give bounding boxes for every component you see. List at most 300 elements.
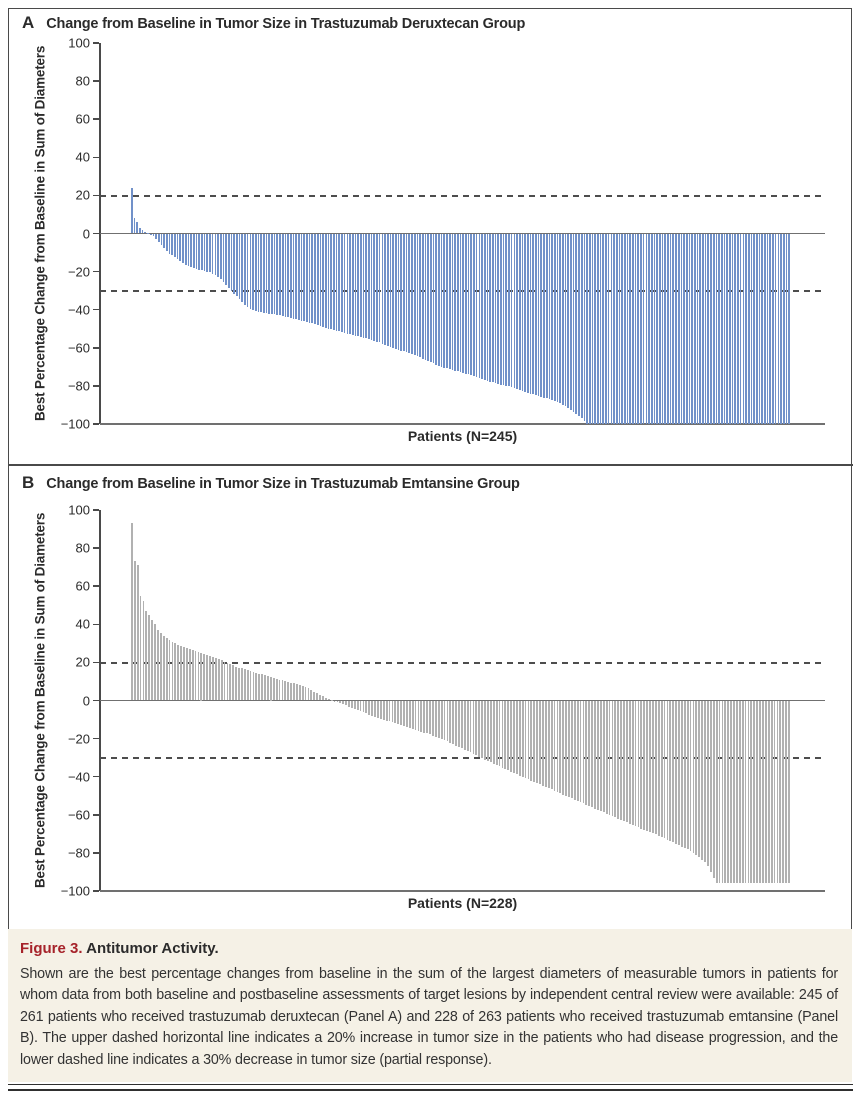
patient-bar bbox=[406, 701, 408, 728]
patient-bar bbox=[468, 234, 470, 375]
patient-bar bbox=[215, 234, 217, 276]
patient-bar bbox=[490, 701, 492, 763]
patient-bar bbox=[525, 701, 527, 779]
patient-bar bbox=[707, 234, 709, 425]
patient-bar bbox=[368, 701, 370, 715]
patient-bar bbox=[255, 234, 257, 311]
patient-bar bbox=[687, 701, 689, 850]
patient-bar bbox=[504, 701, 506, 770]
patient-bar bbox=[722, 701, 724, 884]
patient-bar bbox=[338, 234, 340, 332]
patient-bar bbox=[365, 234, 367, 339]
patient-bar bbox=[479, 234, 481, 379]
patient-bar bbox=[398, 234, 400, 351]
patient-bar bbox=[455, 701, 457, 746]
patient-bar bbox=[713, 701, 715, 878]
patient-bar bbox=[438, 234, 440, 366]
patient-bar bbox=[147, 233, 149, 234]
patient-bar bbox=[724, 234, 726, 425]
patient-bar bbox=[594, 701, 596, 809]
patient-bar bbox=[669, 701, 671, 842]
patient-bar bbox=[228, 234, 230, 288]
patient-bar bbox=[390, 234, 392, 348]
patient-bar bbox=[174, 234, 176, 258]
patient-bar bbox=[225, 234, 227, 285]
patient-bar bbox=[460, 234, 462, 373]
panel-b-letter: B bbox=[22, 473, 35, 492]
patient-bar bbox=[675, 701, 677, 844]
patient-bar bbox=[224, 662, 226, 701]
patient-bar bbox=[726, 234, 728, 425]
patient-bar bbox=[376, 234, 378, 342]
patient-bar bbox=[495, 234, 497, 384]
patient-bar bbox=[382, 234, 384, 344]
patient-bar bbox=[557, 701, 559, 792]
patient-bar bbox=[527, 234, 529, 393]
patient-bar bbox=[143, 601, 145, 700]
patient-bar bbox=[640, 701, 642, 829]
patient-bar bbox=[652, 701, 654, 834]
patient-bar bbox=[750, 701, 752, 884]
patient-bar bbox=[623, 701, 625, 822]
panel-b-plot-area bbox=[60, 502, 825, 899]
patient-bar bbox=[619, 234, 621, 425]
patient-bar bbox=[177, 645, 179, 701]
patient-bar bbox=[241, 668, 243, 700]
y-tick-label: 60 bbox=[75, 578, 90, 594]
patient-bar bbox=[258, 674, 260, 701]
patient-bar bbox=[458, 701, 460, 747]
patient-bar bbox=[769, 234, 771, 425]
patient-bar bbox=[473, 701, 475, 754]
patient-bar bbox=[336, 234, 338, 331]
patient-bar bbox=[635, 234, 637, 425]
patient-bar bbox=[511, 234, 513, 388]
patient-bar bbox=[341, 234, 343, 332]
patient-bar bbox=[360, 234, 362, 338]
patient-bar bbox=[602, 234, 604, 425]
patient-bar bbox=[565, 701, 567, 796]
patient-bar bbox=[597, 234, 599, 425]
patient-bar bbox=[373, 234, 375, 341]
patient-bar bbox=[374, 701, 376, 717]
y-tick-mark bbox=[93, 42, 99, 44]
patient-bar bbox=[467, 701, 469, 751]
patient-bar bbox=[637, 234, 639, 425]
patient-bar bbox=[516, 234, 518, 390]
patient-bar bbox=[427, 234, 429, 362]
patient-bar bbox=[581, 234, 583, 419]
patient-bar bbox=[236, 234, 238, 297]
patient-bar bbox=[779, 701, 781, 884]
patient-bar bbox=[177, 234, 179, 260]
patient-bar bbox=[549, 234, 551, 399]
patient-bar bbox=[759, 234, 761, 425]
patient-bar bbox=[435, 701, 437, 737]
patient-bar bbox=[605, 234, 607, 425]
patient-bar bbox=[140, 596, 142, 701]
patient-bar bbox=[592, 234, 594, 425]
patient-bar bbox=[403, 234, 405, 352]
bottom-rule-thick bbox=[8, 1089, 853, 1092]
caption-heading bbox=[20, 940, 838, 957]
patient-bar bbox=[231, 234, 233, 291]
patient-bar bbox=[745, 701, 747, 884]
patient-bar bbox=[363, 701, 365, 713]
patient-bar bbox=[196, 234, 198, 270]
panel-b-title: Change from Baseline in Tumor Size in Trastuzumab Emtansine Group bbox=[46, 476, 520, 492]
waterfall-bars bbox=[100, 510, 825, 891]
patient-bar bbox=[678, 701, 680, 846]
patient-bar bbox=[423, 701, 425, 733]
patient-bar bbox=[250, 234, 252, 309]
patient-bar bbox=[429, 701, 431, 735]
patient-bar bbox=[192, 650, 194, 700]
patient-bar bbox=[409, 701, 411, 728]
patient-bar bbox=[574, 701, 576, 800]
patient-bar bbox=[328, 234, 330, 329]
patient-bar bbox=[261, 674, 263, 700]
patient-bar bbox=[295, 234, 297, 320]
patient-bar bbox=[400, 701, 402, 726]
patient-bar bbox=[721, 234, 723, 425]
patient-bar bbox=[290, 683, 292, 701]
patient-bar bbox=[190, 234, 192, 268]
patient-bar bbox=[386, 701, 388, 721]
patient-bar bbox=[310, 690, 312, 700]
patient-bar bbox=[767, 234, 769, 425]
patient-bar bbox=[577, 701, 579, 801]
patient-bar bbox=[689, 234, 691, 425]
panel-a-letter: A bbox=[22, 13, 35, 32]
patient-bar bbox=[179, 234, 181, 262]
patient-bar bbox=[195, 651, 197, 701]
patient-bar bbox=[656, 234, 658, 425]
y-tick-mark bbox=[93, 700, 99, 702]
patient-bar bbox=[683, 234, 685, 425]
patient-bar bbox=[229, 664, 231, 700]
patient-bar bbox=[612, 701, 614, 817]
patient-bar bbox=[546, 234, 548, 399]
patient-bar bbox=[322, 696, 324, 700]
patient-bar bbox=[640, 234, 642, 425]
patient-bar bbox=[131, 188, 133, 234]
patient-bar bbox=[536, 701, 538, 784]
y-tick-mark bbox=[93, 547, 99, 549]
patient-bar bbox=[247, 234, 249, 308]
patient-bar bbox=[293, 683, 295, 700]
patient-bar bbox=[287, 682, 289, 701]
waterfall-bars bbox=[100, 43, 825, 424]
patient-bar bbox=[351, 701, 353, 708]
patient-bar bbox=[718, 234, 720, 425]
patient-bar bbox=[771, 701, 773, 884]
patient-bar bbox=[250, 671, 252, 701]
patient-bar bbox=[508, 234, 510, 387]
patient-bar bbox=[244, 669, 246, 700]
patient-bar bbox=[756, 701, 758, 884]
patient-bar bbox=[698, 701, 700, 857]
patient-bar bbox=[258, 234, 260, 312]
patient-bar bbox=[670, 234, 672, 425]
patient-bar bbox=[296, 684, 298, 700]
patient-bar bbox=[470, 701, 472, 753]
patient-bar bbox=[732, 234, 734, 425]
patient-bar bbox=[632, 701, 634, 825]
patient-bar bbox=[736, 701, 738, 884]
patient-bar bbox=[379, 234, 381, 343]
patient-bar bbox=[575, 234, 577, 414]
patient-bar bbox=[710, 234, 712, 425]
patient-bar bbox=[371, 701, 373, 716]
panel-b-x-axis-label: Patients (N=228) bbox=[407, 895, 518, 911]
patient-bar bbox=[233, 234, 235, 294]
patient-bar bbox=[600, 701, 602, 811]
patient-bar bbox=[435, 234, 437, 365]
patient-bar bbox=[204, 234, 206, 272]
patient-bar bbox=[397, 701, 399, 725]
patient-bar bbox=[481, 234, 483, 380]
patient-bar bbox=[271, 234, 273, 314]
patient-bar bbox=[426, 701, 428, 734]
patient-bar bbox=[470, 234, 472, 376]
panel-a-plot-area bbox=[60, 35, 825, 432]
patient-bar bbox=[586, 234, 588, 425]
patient-bar bbox=[137, 565, 139, 700]
patient-bar bbox=[591, 701, 593, 808]
patient-bar bbox=[609, 701, 611, 815]
patient-bar bbox=[209, 656, 211, 701]
patient-bar bbox=[510, 701, 512, 772]
patient-bar bbox=[406, 234, 408, 352]
patient-bar bbox=[487, 701, 489, 761]
patient-bar bbox=[355, 234, 357, 336]
patient-bar bbox=[777, 701, 779, 884]
patient-bar bbox=[568, 701, 570, 798]
patient-bar bbox=[368, 234, 370, 339]
patient-bar bbox=[658, 701, 660, 836]
patient-bar bbox=[400, 234, 402, 351]
y-tick-mark bbox=[93, 509, 99, 511]
patient-bar bbox=[730, 701, 732, 884]
patient-bar bbox=[664, 701, 666, 839]
patient-bar bbox=[392, 701, 394, 723]
patient-bar bbox=[614, 701, 616, 818]
patient-bar bbox=[617, 701, 619, 819]
patient-bar bbox=[654, 234, 656, 425]
patient-bar bbox=[357, 234, 359, 337]
patient-bar bbox=[220, 234, 222, 280]
patient-bar bbox=[389, 701, 391, 722]
patient-bar bbox=[739, 701, 741, 884]
patient-bar bbox=[603, 701, 605, 813]
patient-bar bbox=[621, 234, 623, 425]
patient-bar bbox=[352, 234, 354, 336]
patient-bar bbox=[571, 701, 573, 799]
patient-bar bbox=[218, 659, 220, 701]
patient-bar bbox=[500, 234, 502, 385]
patient-bar bbox=[371, 234, 373, 340]
patient-bar bbox=[702, 234, 704, 425]
bottom-rule-thin bbox=[8, 1084, 853, 1085]
patient-bar bbox=[748, 234, 750, 425]
patient-bar bbox=[134, 561, 136, 700]
patient-bar bbox=[157, 630, 159, 700]
patient-bar bbox=[276, 234, 278, 315]
patient-bar bbox=[616, 234, 618, 425]
patient-bar bbox=[567, 234, 569, 408]
caption-figure-title: Antitumor Activity. bbox=[86, 940, 219, 957]
patient-bar bbox=[742, 701, 744, 884]
patient-bar bbox=[206, 234, 208, 272]
y-tick-mark bbox=[93, 157, 99, 159]
patient-bar bbox=[532, 234, 534, 395]
patient-bar bbox=[325, 698, 327, 701]
patient-bar bbox=[142, 230, 144, 234]
patient-bar bbox=[782, 701, 784, 884]
patient-bar bbox=[554, 701, 556, 791]
patient-bar bbox=[171, 234, 173, 256]
patient-bar bbox=[716, 234, 718, 425]
y-tick-mark bbox=[93, 738, 99, 740]
patient-bar bbox=[339, 701, 341, 704]
patient-bar bbox=[667, 701, 669, 840]
patient-bar bbox=[203, 654, 205, 701]
patient-bar bbox=[762, 701, 764, 884]
patient-bar bbox=[151, 620, 153, 700]
patient-bar bbox=[223, 234, 225, 283]
patient-bar bbox=[239, 234, 241, 300]
patient-bar bbox=[675, 234, 677, 425]
patient-bar bbox=[493, 701, 495, 764]
patient-bar bbox=[701, 701, 703, 860]
patient-bar bbox=[578, 234, 580, 416]
patient-bar bbox=[221, 660, 223, 700]
patient-bar bbox=[412, 701, 414, 729]
patient-bar bbox=[524, 234, 526, 392]
patient-bar bbox=[279, 234, 281, 316]
patient-bar bbox=[502, 701, 504, 768]
patient-bar bbox=[710, 701, 712, 872]
patient-bar bbox=[740, 234, 742, 425]
patient-bar bbox=[161, 234, 163, 245]
patient-bar bbox=[425, 234, 427, 360]
patient-bar bbox=[788, 701, 790, 884]
patient-bar bbox=[597, 701, 599, 810]
patient-bar bbox=[345, 701, 347, 706]
figure-caption bbox=[8, 929, 852, 1082]
patient-bar bbox=[311, 234, 313, 324]
patient-bar bbox=[148, 615, 150, 701]
patient-bar bbox=[342, 701, 344, 705]
patient-bar bbox=[174, 643, 176, 700]
patient-bar bbox=[284, 681, 286, 700]
patient-bar bbox=[667, 234, 669, 425]
patient-bar bbox=[419, 234, 421, 358]
patient-bar bbox=[172, 642, 174, 700]
patient-bar bbox=[454, 234, 456, 371]
patient-bar bbox=[476, 234, 478, 378]
patient-bar bbox=[785, 701, 787, 884]
patient-bar bbox=[733, 701, 735, 884]
panel-b-y-axis-label: Best Percentage Change from Baseline in Sum of Diameters bbox=[32, 512, 48, 889]
patient-bar bbox=[643, 701, 645, 830]
y-tick-label: 0 bbox=[82, 693, 90, 708]
patient-bar bbox=[530, 701, 532, 781]
patient-bar bbox=[139, 228, 141, 234]
y-tick-mark bbox=[93, 195, 99, 197]
patient-bar bbox=[217, 234, 219, 277]
patient-bar bbox=[253, 672, 255, 701]
patient-bar bbox=[263, 234, 265, 313]
patient-bar bbox=[334, 701, 336, 702]
patient-bar bbox=[573, 234, 575, 412]
patient-bar bbox=[395, 234, 397, 350]
patient-bar bbox=[464, 701, 466, 750]
patient-bar bbox=[255, 673, 257, 701]
patient-bar bbox=[492, 234, 494, 383]
patient-bar bbox=[538, 234, 540, 397]
patient-bar bbox=[659, 234, 661, 425]
patient-bar bbox=[765, 701, 767, 884]
patient-bar bbox=[514, 234, 516, 389]
patient-bar bbox=[322, 234, 324, 327]
patient-bar bbox=[704, 701, 706, 863]
patient-bar bbox=[349, 234, 351, 335]
patient-bar bbox=[131, 523, 133, 700]
y-tick-mark bbox=[93, 585, 99, 587]
patient-bar bbox=[247, 670, 249, 700]
patient-bar bbox=[209, 234, 211, 273]
patient-bar bbox=[282, 680, 284, 700]
panel-a-header bbox=[22, 13, 525, 33]
patient-bar bbox=[788, 234, 790, 425]
patient-bar bbox=[158, 234, 160, 243]
patient-bar bbox=[415, 701, 417, 730]
patient-bar bbox=[661, 701, 663, 838]
patient-bar bbox=[478, 701, 480, 757]
patient-bar bbox=[447, 701, 449, 742]
patient-bar bbox=[235, 667, 237, 701]
y-tick-mark bbox=[93, 309, 99, 311]
patient-bar bbox=[519, 234, 521, 391]
patient-bar bbox=[383, 701, 385, 720]
patient-bar bbox=[620, 701, 622, 820]
y-tick-label: 100 bbox=[68, 35, 90, 51]
patient-bar bbox=[285, 234, 287, 317]
patient-bar bbox=[320, 234, 322, 326]
patient-bar bbox=[716, 701, 718, 884]
patient-bar bbox=[707, 701, 709, 867]
patient-bar bbox=[215, 658, 217, 701]
patient-bar bbox=[589, 234, 591, 425]
patient-bar bbox=[748, 701, 750, 884]
patient-bar bbox=[540, 234, 542, 397]
patient-bar bbox=[651, 234, 653, 425]
patient-bar bbox=[662, 234, 664, 425]
patient-bar bbox=[357, 701, 359, 711]
patient-bar bbox=[238, 668, 240, 701]
patient-bar bbox=[316, 693, 318, 700]
patient-bar bbox=[559, 701, 561, 794]
patient-bar bbox=[638, 701, 640, 828]
patient-bar bbox=[432, 701, 434, 736]
patient-bar bbox=[274, 234, 276, 315]
patient-bar bbox=[635, 701, 637, 827]
patient-bar bbox=[134, 218, 136, 233]
patient-bar bbox=[302, 686, 304, 700]
patient-bar bbox=[507, 701, 509, 771]
